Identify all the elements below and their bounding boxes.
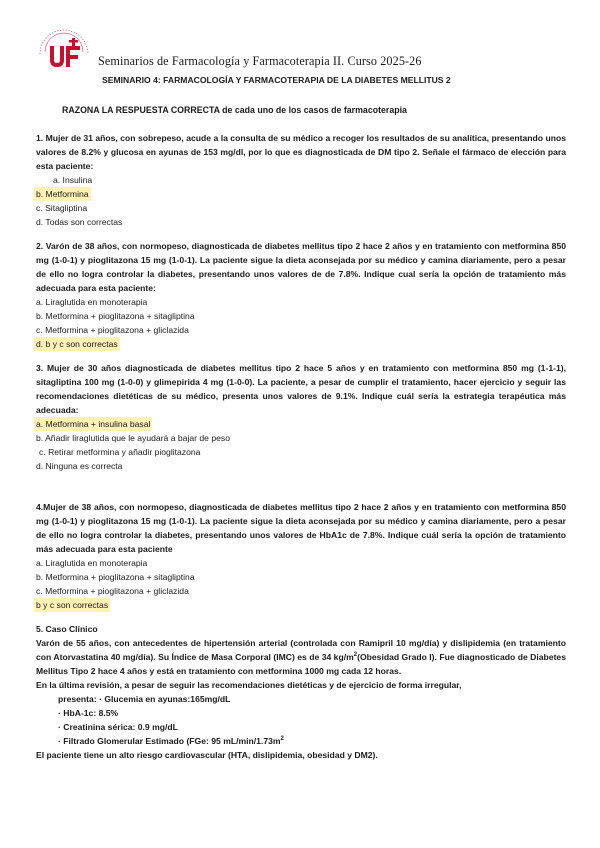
instructions: RAZONA LA RESPUESTA CORRECTA de cada uno de los casos de farmacoterapia [62, 105, 407, 115]
option-a: a. Insulina [53, 175, 93, 185]
question-2-options [36, 295, 566, 351]
question-1 [36, 131, 566, 229]
clinical-case-findings [36, 678, 566, 762]
option-d: d. Todas son correctas [36, 217, 123, 227]
option-b: b. Añadir liraglutida que le ayudará a bajar de peso [36, 433, 230, 443]
option-a: a. Liraglutida en monoterapia [36, 297, 148, 307]
filtrado-line: · Filtrado Glomerular Estimado (FGe: 95 $mL/\min/1.73m^2$ [58, 736, 284, 746]
option-b: b. Metformina + pioglitazona + sitagliptina [36, 311, 195, 321]
clinical-case-title: 5. Caso Clínico [36, 624, 98, 634]
option-a: a. Liraglutida en monoterapia [36, 558, 148, 568]
question-2-stem: 2. Varón de 38 años, con normopeso, diagnosticada de diabetes mellitus tipo 2 hace 2 años y en tratamiento con metformina 850 mg (1-0-1) y pioglitazona 15 mg (1-0-1). La paciente sigue la dieta aconsejada por su médico y camina diariamente, pero a pesar de ello no logra controlar la diabetes, presentando unos valores de de 7.8%. Indique cual sería la opción de tratamiento más adecuada para esta paciente: [36, 241, 566, 293]
option-b: b. Metformina + pioglitazona + sitagliptina [36, 572, 195, 582]
option-b-highlighted: b. Metformina [36, 189, 89, 199]
creatinina-line: · Creatinina sérica: 0.9 mg/dL [58, 722, 178, 732]
question-2 [36, 239, 566, 351]
document-title: Seminarios de Farmacología y Farmacoterapia II. Curso 2025-26 [98, 54, 422, 68]
university-logo [34, 24, 94, 74]
option-d-highlighted: d. b y c son correctas [36, 339, 118, 349]
question-4-stem: 4.Mujer de 38 años, con normopeso, diagnosticada de diabetes mellitus tipo 2 hace 2 años y en tratamiento con metformina 850 mg (1-0-1) y pioglitazona 15 mg (1-0-1). La paciente sigue la dieta aconsejada por su médico y camina diariamente, pero a pesar de ello no logra controlar la diabetes, presentando unos valores de HbA1c de 7.8%. Indique cuál sería la opción de tratamiento más adecuada para esta paciente [36, 502, 566, 554]
question-1-options [36, 173, 566, 229]
option-d: d. Ninguna es correcta [36, 461, 123, 471]
option-c: c. Metformina + pioglitazona + gliclazida [36, 586, 189, 596]
question-4 [36, 500, 566, 612]
question-5 [36, 622, 566, 762]
question-4-options [36, 556, 566, 612]
question-3-stem: 3. Mujer de 30 años diagnosticada de diabetes mellitus tipo 2 hace 5 años y en tratamiento con metformina 850 mg (1-1-1), sitagliptina 100 mg (1-0-0) y glimepirida 4 mg (1-0-0). La paciente, a pesar de cumplir el tratamiento, hacer ejercicio y seguir las recomendaciones dietéticas de su médico, presenta unos valores de 9.1%. Indique cuál sería la estrategia terapéutica más adecuada: [36, 363, 566, 415]
hba1c-line: · HbA-1c: 8.5% [58, 708, 119, 718]
risk-line: El paciente tiene un alto riesgo cardiovascular (HTA, dislipidemia, obesidad y DM2). [36, 750, 378, 760]
clinical-case-paragraph: Varón de 55 años, con antecedentes de hipertensión arterial (controlada con Ramipril 10 mg/día) y dislipidemia (en tratamiento con Atorvastatina 40 mg/día). Su Índice de Masa Corporal (IMC) es de 34 $kg/m^2(Obesidad$ Grado I). Fue diagnosticado de Diabetes Mellitus Tipo 2 hace 4 años y está en tratamiento con metformina 1000 mg cada 12 horas. [36, 638, 566, 676]
option-c: c. Sitagliptina [36, 203, 88, 213]
option-c: c. Retirar metformina y añadir pioglitazona [39, 447, 201, 457]
option-a-highlighted: a. Metformina + insulina basal [36, 419, 151, 429]
revision-text: En la última revisión, a pesar de seguir las recomendaciones dietéticas y de ejercicio de forma irregular, [36, 680, 462, 690]
option-c: c. Metformina + pioglitazona + gliclazida [36, 325, 189, 335]
question-3 [36, 361, 566, 473]
option-d-highlighted: b y c son correctas [36, 600, 109, 610]
question-1-stem: 1. Mujer de 31 años, con sobrepeso, acude a la consulta de su médico a recoger los resultados de su analítica, presentando unos valores de 8.2% y glucosa en ayunas de 153 mg/dl, por lo que es diagnosticada de DM tipo 2. Señale el fármaco de elección para esta paciente: [36, 133, 566, 171]
seminar-subtitle: SEMINARIO 4: FARMACOLOGÍA Y FARMACOTERAPIA DE LA DIABETES MELLITUS 2 [102, 75, 451, 85]
glucemia-line: presenta: · Glucemia en ayunas:165mg/dL [58, 694, 231, 704]
question-3-options [36, 417, 566, 473]
